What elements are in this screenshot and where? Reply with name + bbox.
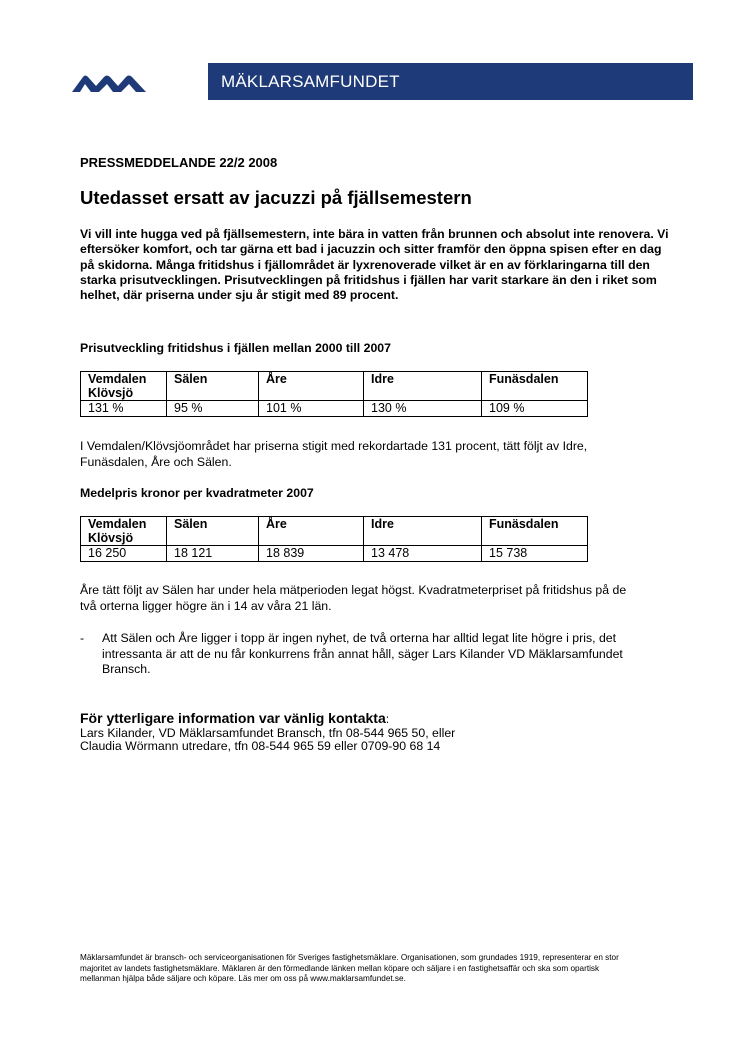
press-release-label: PRESSMEDDELANDE 22/2 2008 bbox=[80, 155, 278, 170]
table-header-cell: Funäsdalen bbox=[482, 517, 588, 546]
table-cell: 95 % bbox=[167, 401, 259, 417]
table-cell: 109 % bbox=[482, 401, 588, 417]
quote-block bbox=[80, 631, 640, 678]
table-header-cell: Vemdalen Klövsjö bbox=[81, 517, 167, 546]
quote-dash: - bbox=[80, 631, 85, 645]
table-header-cell: Funäsdalen bbox=[482, 372, 588, 401]
table-header-cell: Sälen bbox=[167, 517, 259, 546]
price-development-table bbox=[80, 371, 588, 417]
contact-block bbox=[80, 712, 455, 754]
table-header-row bbox=[81, 372, 588, 401]
table-header-cell: Åre bbox=[259, 517, 364, 546]
price-development-heading: Prisutveckling fritidshus i fjällen mellan 2000 till 2007 bbox=[80, 341, 391, 355]
table-header-cell: Idre bbox=[364, 372, 482, 401]
table-row bbox=[81, 401, 588, 417]
contact-title: För ytterligare information var vänlig kontakta bbox=[80, 710, 386, 726]
average-price-table bbox=[80, 516, 588, 562]
table-header-cell: Vemdalen Klövsjö bbox=[81, 372, 167, 401]
table-cell: 18 121 bbox=[167, 546, 259, 562]
table-row bbox=[81, 546, 588, 562]
table-header-cell: Sälen bbox=[167, 372, 259, 401]
headline: Utedasset ersatt av jacuzzi på fjällsemestern bbox=[80, 187, 472, 208]
table-cell: 13 478 bbox=[364, 546, 482, 562]
average-price-heading: Medelpris kronor per kvadratmeter 2007 bbox=[80, 486, 314, 500]
table-cell: 16 250 bbox=[81, 546, 167, 562]
brand-name: MÄKLARSAMFUNDET bbox=[221, 72, 400, 91]
table-header-cell: Åre bbox=[259, 372, 364, 401]
table-cell: 18 839 bbox=[259, 546, 364, 562]
brand-bar bbox=[208, 63, 693, 100]
lead-paragraph: Vi vill inte hugga ved på fjällsemestern, inte bära in vatten från brunnen och absolut inte renovera. Vi eftersöker komfort, och tar gärna ett bad i jacuzzin och sitter framför den öppna spisen efter en dag på skidorna. Många fritidshus i fjällområdet är lyxrenoverade vilket är en av förklaringarna till den starka prisutvecklingen. Prisutvecklingen på fritidshus i fjällen har varit starkare än den i riket som helhet, där priserna under sju år stigit med 89 procent. bbox=[80, 227, 669, 303]
maklarsamfundet-logo-icon bbox=[72, 74, 146, 92]
table-header-row bbox=[81, 517, 588, 546]
table-header-cell: Idre bbox=[364, 517, 482, 546]
contact-line-1: Lars Kilander, VD Mäklarsamfundet Bransch, tfn 08-544 965 50, eller bbox=[80, 725, 456, 740]
quote-text: Att Sälen och Åre ligger i topp är ingen nyhet, de två orterna har alltid legat lite högre i pris, det intressanta är att de nu får konkurrens från annat håll, säger Lars Kilander VD Mäklarsamfundet Bransch. bbox=[102, 631, 623, 676]
table-cell: 15 738 bbox=[482, 546, 588, 562]
contact-title-colon: : bbox=[385, 712, 390, 726]
table-cell: 131 % bbox=[81, 401, 167, 417]
price-development-text: I Vemdalen/Klövsjöområdet har priserna stigit med rekordartade 131 procent, tätt följt av Idre, Funäsdalen, Åre och Sälen. bbox=[80, 439, 588, 469]
table-cell: 130 % bbox=[364, 401, 482, 417]
average-price-text: Åre tätt följt av Sälen har under hela mätperioden legat högst. Kvadratmeterpriset på fritidshus på de två orterna ligger högre än i 14 av våra 21 län. bbox=[80, 583, 627, 613]
table-cell: 101 % bbox=[259, 401, 364, 417]
footer-text: Mäklarsamfundet är bransch- och serviceorganisationen för Sveriges fastighetsmäklare. Organisationen, som grundades 1919, representerar en stor majoritet av landets fastighetsmäklare. Mäklaren är den förmedlande länken mellan köpare och säljare i en fastighetsaffär och ska som opartisk mellanman hjälpa både säljare och köpare. Läs mer om oss på www.maklarsamfundet.se. bbox=[80, 953, 619, 983]
contact-line-2: Claudia Wörmann utredare, tfn 08-544 965 59 eller 0709-90 68 14 bbox=[80, 739, 441, 753]
